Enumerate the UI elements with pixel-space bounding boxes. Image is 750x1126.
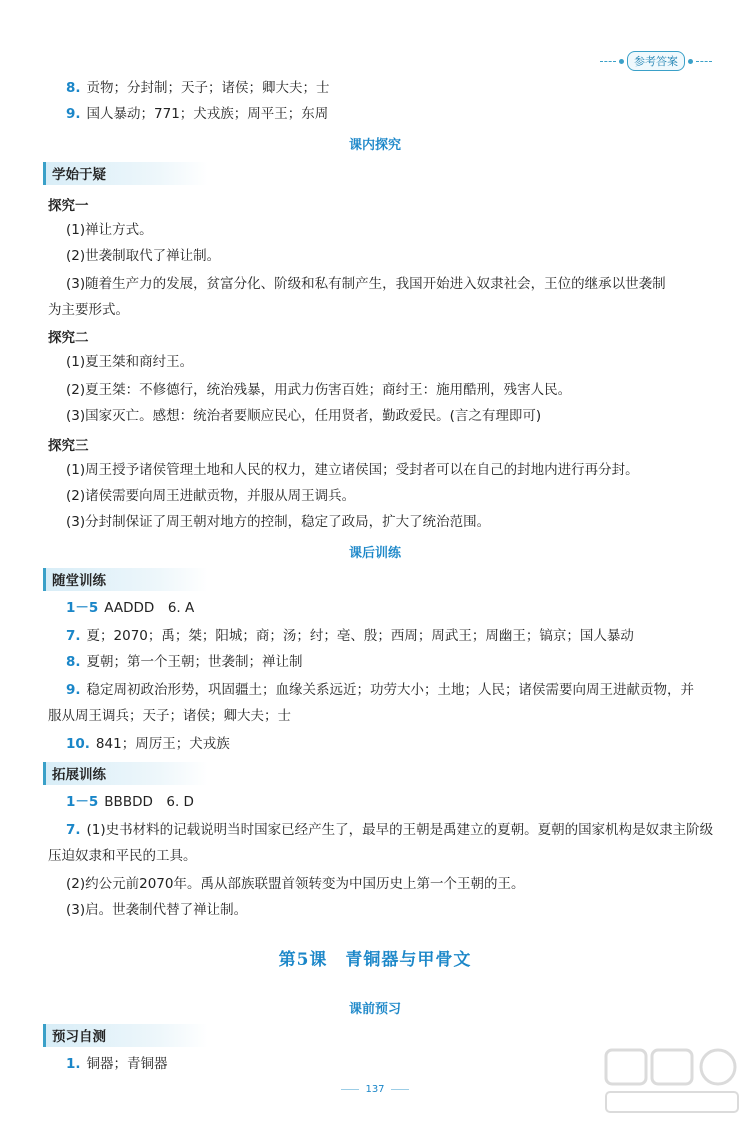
answer-line bbox=[66, 680, 694, 700]
item-text: 铜器；青铜器 bbox=[86, 1056, 168, 1072]
answer-line bbox=[66, 900, 247, 920]
item-text: 贡物；分封制；天子；诸侯；卿大夫；士 bbox=[86, 80, 330, 96]
item-text: AADDD 6. A bbox=[104, 600, 195, 616]
page-number-text: 137 bbox=[365, 1084, 385, 1095]
answer-line: (3)分封制保证了周王朝对地方的控制，稳定了政局，扩大了统治范围。 bbox=[66, 514, 491, 530]
header-dash-left bbox=[600, 61, 616, 62]
answer-line bbox=[66, 734, 230, 754]
answer-line bbox=[48, 706, 291, 726]
item-text: 841；周厉王；犬戎族 bbox=[95, 736, 230, 752]
item-text: (2)约公元前2070年。禹从部族联盟首领转变为中国历史上第一个王朝的王。 bbox=[66, 876, 525, 892]
explore-1-title: 探究一 bbox=[48, 198, 89, 214]
head-study-doubt: 学始于疑 bbox=[43, 162, 208, 185]
answer-line bbox=[66, 78, 330, 98]
answer-line: (1)夏王桀和商纣王。 bbox=[66, 354, 194, 370]
item-number: 1－5 bbox=[66, 600, 99, 616]
section-title-classroom: 课内探究 bbox=[348, 138, 401, 153]
item-text: BBBDD 6. D bbox=[104, 794, 194, 810]
answer-line: (2)夏王桀：不修德行，统治残暴，用武力伤害百姓；商纣王：施用酷刑，残害人民。 bbox=[66, 382, 572, 398]
answer-line bbox=[66, 820, 713, 840]
section-title-pre-class: 课前预习 bbox=[348, 1002, 401, 1017]
item-text: 夏；2070；禹；桀；阳城；商；汤；纣；亳、殷；西周；周武王；周幽王；镐京；国人暴动 bbox=[86, 628, 634, 644]
item-text: 压迫奴隶和平民的工具。 bbox=[48, 848, 197, 864]
answer-line: (3)随着生产力的发展，贫富分化、阶级和私有制产生，我国开始进入奴隶社会，王位的继承以世袭制 bbox=[66, 276, 666, 292]
head-practice: 随堂训练 bbox=[43, 568, 208, 591]
answer-line: (1)周王授予诸侯管理土地和人民的权力，建立诸侯国；受封者可以在自己的封地内进行再分封。 bbox=[66, 462, 639, 478]
page-number-bar bbox=[391, 1089, 409, 1090]
item-number: 1. bbox=[66, 1056, 81, 1072]
item-number: 7. bbox=[66, 822, 81, 838]
answer-line: (2)世袭制取代了禅让制。 bbox=[66, 248, 221, 264]
answer-line bbox=[66, 598, 194, 618]
section-title-after-class: 课后训练 bbox=[348, 546, 401, 561]
header-dash-right bbox=[696, 61, 712, 62]
answer-line bbox=[66, 874, 524, 894]
item-number: 7. bbox=[66, 628, 81, 644]
item-number: 8. bbox=[66, 80, 81, 96]
answer-line bbox=[66, 652, 303, 672]
answer-line: (1)禅让方式。 bbox=[66, 222, 153, 238]
header-label: 参考答案 bbox=[627, 51, 685, 71]
lesson-title: 第5课 青铜器与甲骨文 bbox=[278, 950, 472, 970]
explore-2-title: 探究二 bbox=[48, 330, 89, 346]
answer-line bbox=[66, 104, 328, 124]
header-dot-icon bbox=[688, 59, 693, 64]
item-text: 夏朝；第一个王朝；世袭制；禅让制 bbox=[86, 654, 303, 670]
answer-line: (2)诸侯需要向周王进献贡物，并服从周王调兵。 bbox=[66, 488, 356, 504]
item-number: 9. bbox=[66, 682, 81, 698]
item-text: (1)史书材料的记载说明当时国家已经产生了，最早的王朝是禹建立的夏朝。夏朝的国家机构是奴隶主阶级 bbox=[86, 822, 714, 838]
item-number: 8. bbox=[66, 654, 81, 670]
answer-line bbox=[66, 1054, 168, 1074]
answer-line: 为主要形式。 bbox=[48, 302, 129, 318]
item-number: 1－5 bbox=[66, 794, 99, 810]
item-number: 10. bbox=[66, 736, 90, 752]
answer-line bbox=[66, 792, 194, 812]
answer-line bbox=[48, 846, 197, 866]
item-text: 稳定周初政治形势，巩固疆土；血缘关系远近；功劳大小；土地；人民；诸侯需要向周王进献贡物，并 bbox=[86, 682, 695, 698]
answer-header-tag bbox=[600, 52, 712, 70]
explore-3-title: 探究三 bbox=[48, 438, 89, 454]
head-extend: 拓展训练 bbox=[43, 762, 208, 785]
item-number: 9. bbox=[66, 106, 81, 122]
item-text: 服从周王调兵；天子；诸侯；卿大夫；士 bbox=[48, 708, 291, 724]
header-dot-icon bbox=[619, 59, 624, 64]
watermark-logo-icon bbox=[602, 1046, 742, 1118]
answer-line bbox=[66, 626, 634, 646]
item-text: (3)启。世袭制代替了禅让制。 bbox=[66, 902, 248, 918]
page-number-bar bbox=[341, 1089, 359, 1090]
answer-line: (3)国家灭亡。感想：统治者要顺应民心，任用贤者，勤政爱民。(言之有理即可) bbox=[66, 408, 542, 424]
head-preview-test: 预习自测 bbox=[43, 1024, 208, 1047]
item-text: 国人暴动；771；犬戎族；周平王；东周 bbox=[86, 106, 329, 122]
